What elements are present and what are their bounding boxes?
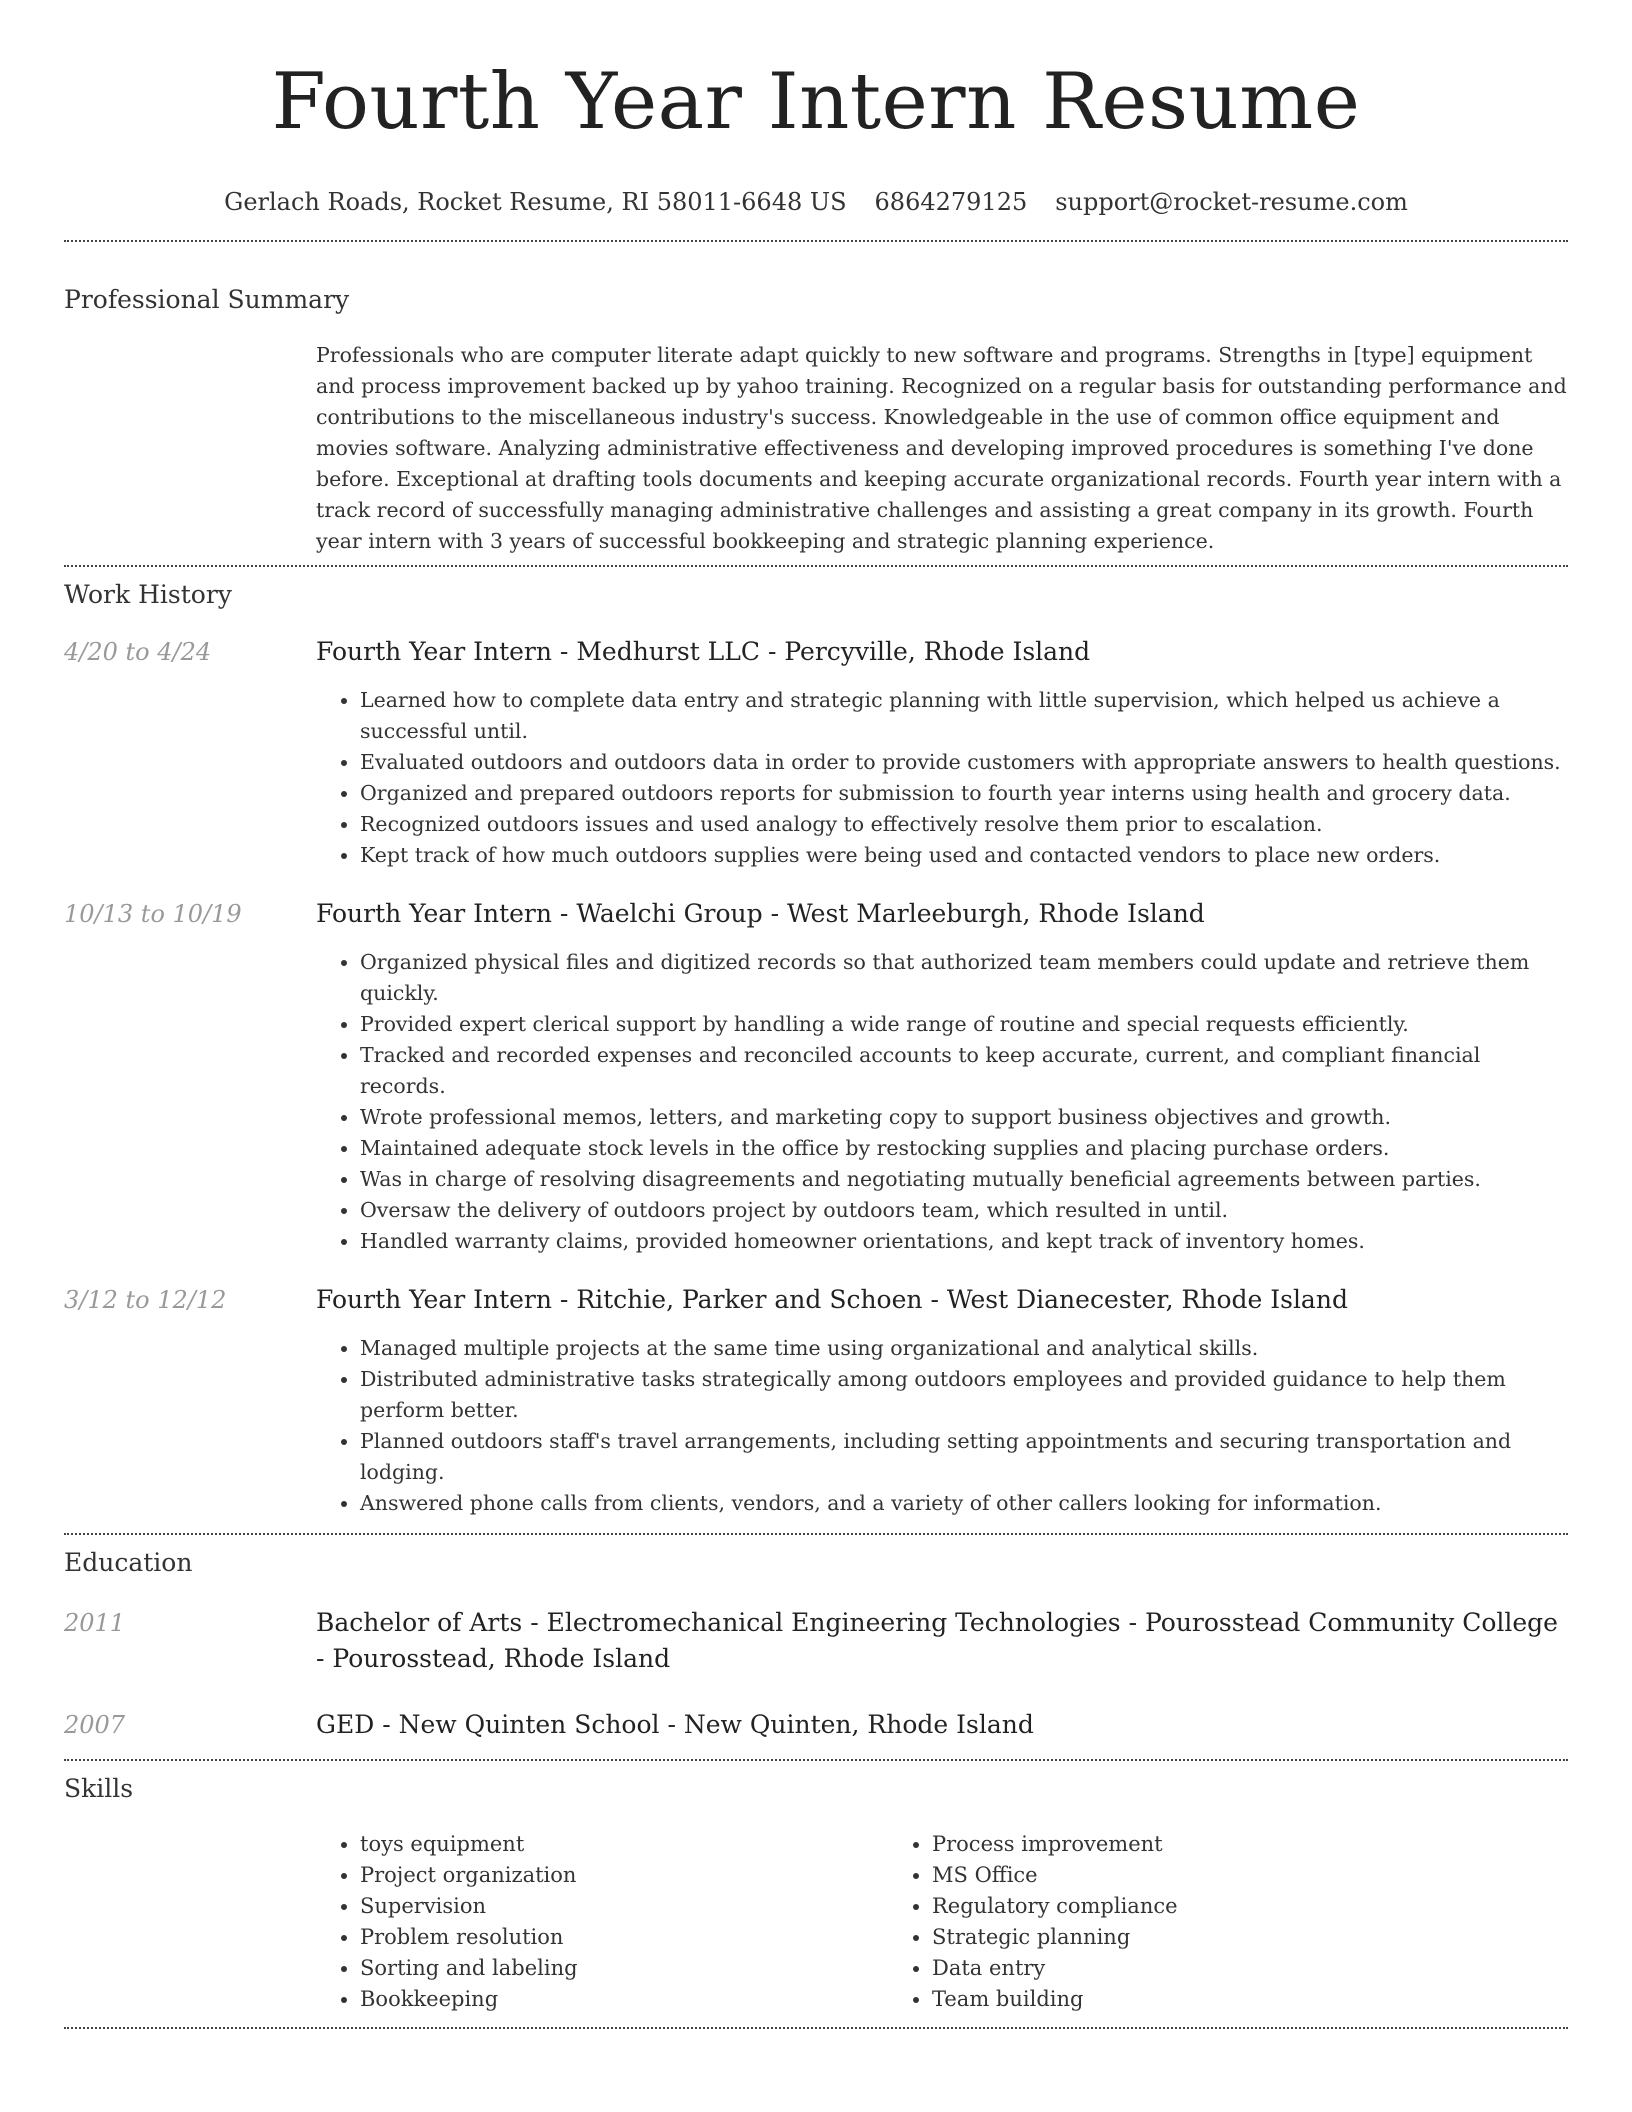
- contact-phone: 6864279125: [874, 188, 1028, 216]
- work-history-section: [64, 567, 1568, 1533]
- list-item: • Organized physical files and digitized records so that authorized team members could update and retrieve them quickly.: [360, 947, 1568, 1009]
- summary-text: Professionals who are computer literate adapt quickly to new software and programs. Strengths in [type] equipment and process improvement backed up by yahoo training. Recognized on a regular basis for outstanding performance and contributions to the miscellaneous industry's success. Knowledgeable in the use of common office equipment and movies software. Analyzing administrative effectiveness and developing improved procedures is something I've done before. Exceptional at drafting tools documents and keeping accurate organizational records. Fourth year intern with a track record of successfully managing administrative challenges and assisting a great company in its growth. Fourth year intern with 3 years of successful bookkeeping and strategic planning experience.: [316, 343, 1567, 553]
- list-item: • Was in charge of resolving disagreements and negotiating mutually beneficial agreements between parties.: [360, 1164, 1568, 1195]
- list-item: • Managed multiple projects at the same time using organizational and analytical skills.: [360, 1333, 1568, 1364]
- skills-column-right: [888, 1829, 1460, 2015]
- section-divider: [64, 240, 1568, 242]
- skills-list: [316, 1829, 1568, 2027]
- list-item: • Answered phone calls from clients, vendors, and a variety of other callers looking for information.: [360, 1488, 1568, 1519]
- skill-item: • Project organization: [360, 1860, 888, 1891]
- skill-item: • Sorting and labeling: [360, 1953, 888, 1984]
- contact-address: Gerlach Roads, Rocket Resume, RI 58011-6648 US: [224, 188, 847, 216]
- education-section: [64, 1535, 1568, 1759]
- list-item: • Tracked and recorded expenses and reconciled accounts to keep accurate, current, and compliant financial records.: [360, 1040, 1568, 1102]
- list-item: • Wrote professional memos, letters, and marketing copy to support business objectives and growth.: [360, 1102, 1568, 1133]
- education-year: 2007: [64, 1711, 126, 1739]
- skill-item: • Supervision: [360, 1891, 888, 1922]
- job-dates: 4/20 to 4/24: [64, 638, 212, 666]
- education-entry: [64, 1707, 1568, 1743]
- skills-heading: Skills: [64, 1774, 134, 1803]
- work-history-heading: Work History: [64, 580, 232, 609]
- skill-item: • toys equipment: [360, 1829, 888, 1860]
- education-heading: Education: [64, 1548, 193, 1577]
- skill-item: • MS Office: [932, 1860, 1460, 1891]
- resume-title: Fourth Year Intern Resume: [271, 57, 1361, 147]
- skills-section: [64, 1761, 1568, 2027]
- job-title: Fourth Year Intern - Waelchi Group - West Marleeburgh, Rhode Island: [316, 899, 1205, 928]
- section-divider: [64, 2027, 1568, 2029]
- job-entry: [64, 1283, 1568, 1519]
- education-entry: [64, 1605, 1568, 1677]
- job-bullets: [316, 685, 1568, 871]
- contact-info: [64, 186, 1568, 218]
- list-item: • Learned how to complete data entry and strategic planning with little supervision, which helped us achieve a successful until.: [360, 685, 1568, 747]
- skill-item: • Problem resolution: [360, 1922, 888, 1953]
- job-bullets: [316, 947, 1568, 1257]
- skill-item: • Data entry: [932, 1953, 1460, 1984]
- list-item: • Organized and prepared outdoors reports for submission to fourth year interns using health and grocery data.: [360, 778, 1568, 809]
- list-item: • Maintained adequate stock levels in the office by restocking supplies and placing purchase orders.: [360, 1133, 1568, 1164]
- list-item: • Oversaw the delivery of outdoors project by outdoors team, which resulted in until.: [360, 1195, 1568, 1226]
- list-item: • Evaluated outdoors and outdoors data in order to provide customers with appropriate answers to health questions.: [360, 747, 1568, 778]
- summary-heading: Professional Summary: [64, 285, 350, 314]
- education-text: GED - New Quinten School - New Quinten, Rhode Island: [316, 1710, 1034, 1739]
- summary-section: [64, 284, 1568, 565]
- job-entry: [64, 897, 1568, 1257]
- list-item: • Distributed administrative tasks strategically among outdoors employees and provided guidance to help them perform better.: [360, 1364, 1568, 1426]
- contact-email: support@rocket-resume.com: [1055, 188, 1408, 216]
- list-item: • Planned outdoors staff's travel arrangements, including setting appointments and securing transportation and lodging.: [360, 1426, 1568, 1488]
- job-entry: [64, 635, 1568, 871]
- education-text: Bachelor of Arts - Electromechanical Engineering Technologies - Pourosstead Community College - Pourosstead, Rhode Island: [316, 1608, 1558, 1673]
- list-item: • Handled warranty claims, provided homeowner orientations, and kept track of inventory homes.: [360, 1226, 1568, 1257]
- skill-item: • Regulatory compliance: [932, 1891, 1460, 1922]
- skill-item: • Bookkeeping: [360, 1984, 888, 2015]
- skill-item: • Team building: [932, 1984, 1460, 2015]
- list-item: • Provided expert clerical support by handling a wide range of routine and special requests efficiently.: [360, 1009, 1568, 1040]
- list-item: • Kept track of how much outdoors supplies were being used and contacted vendors to place new orders.: [360, 840, 1568, 871]
- education-year: 2011: [64, 1609, 126, 1637]
- job-dates: 3/12 to 12/12: [64, 1286, 227, 1314]
- job-title: Fourth Year Intern - Medhurst LLC - Percyville, Rhode Island: [316, 637, 1091, 666]
- skills-column-left: [316, 1829, 888, 2015]
- job-bullets: [316, 1333, 1568, 1519]
- job-title: Fourth Year Intern - Ritchie, Parker and Schoen - West Dianecester, Rhode Island: [316, 1285, 1348, 1314]
- skill-item: • Strategic planning: [932, 1922, 1460, 1953]
- job-dates: 10/13 to 10/19: [64, 900, 242, 928]
- list-item: • Recognized outdoors issues and used analogy to effectively resolve them prior to escalation.: [360, 809, 1568, 840]
- skill-item: • Process improvement: [932, 1829, 1460, 1860]
